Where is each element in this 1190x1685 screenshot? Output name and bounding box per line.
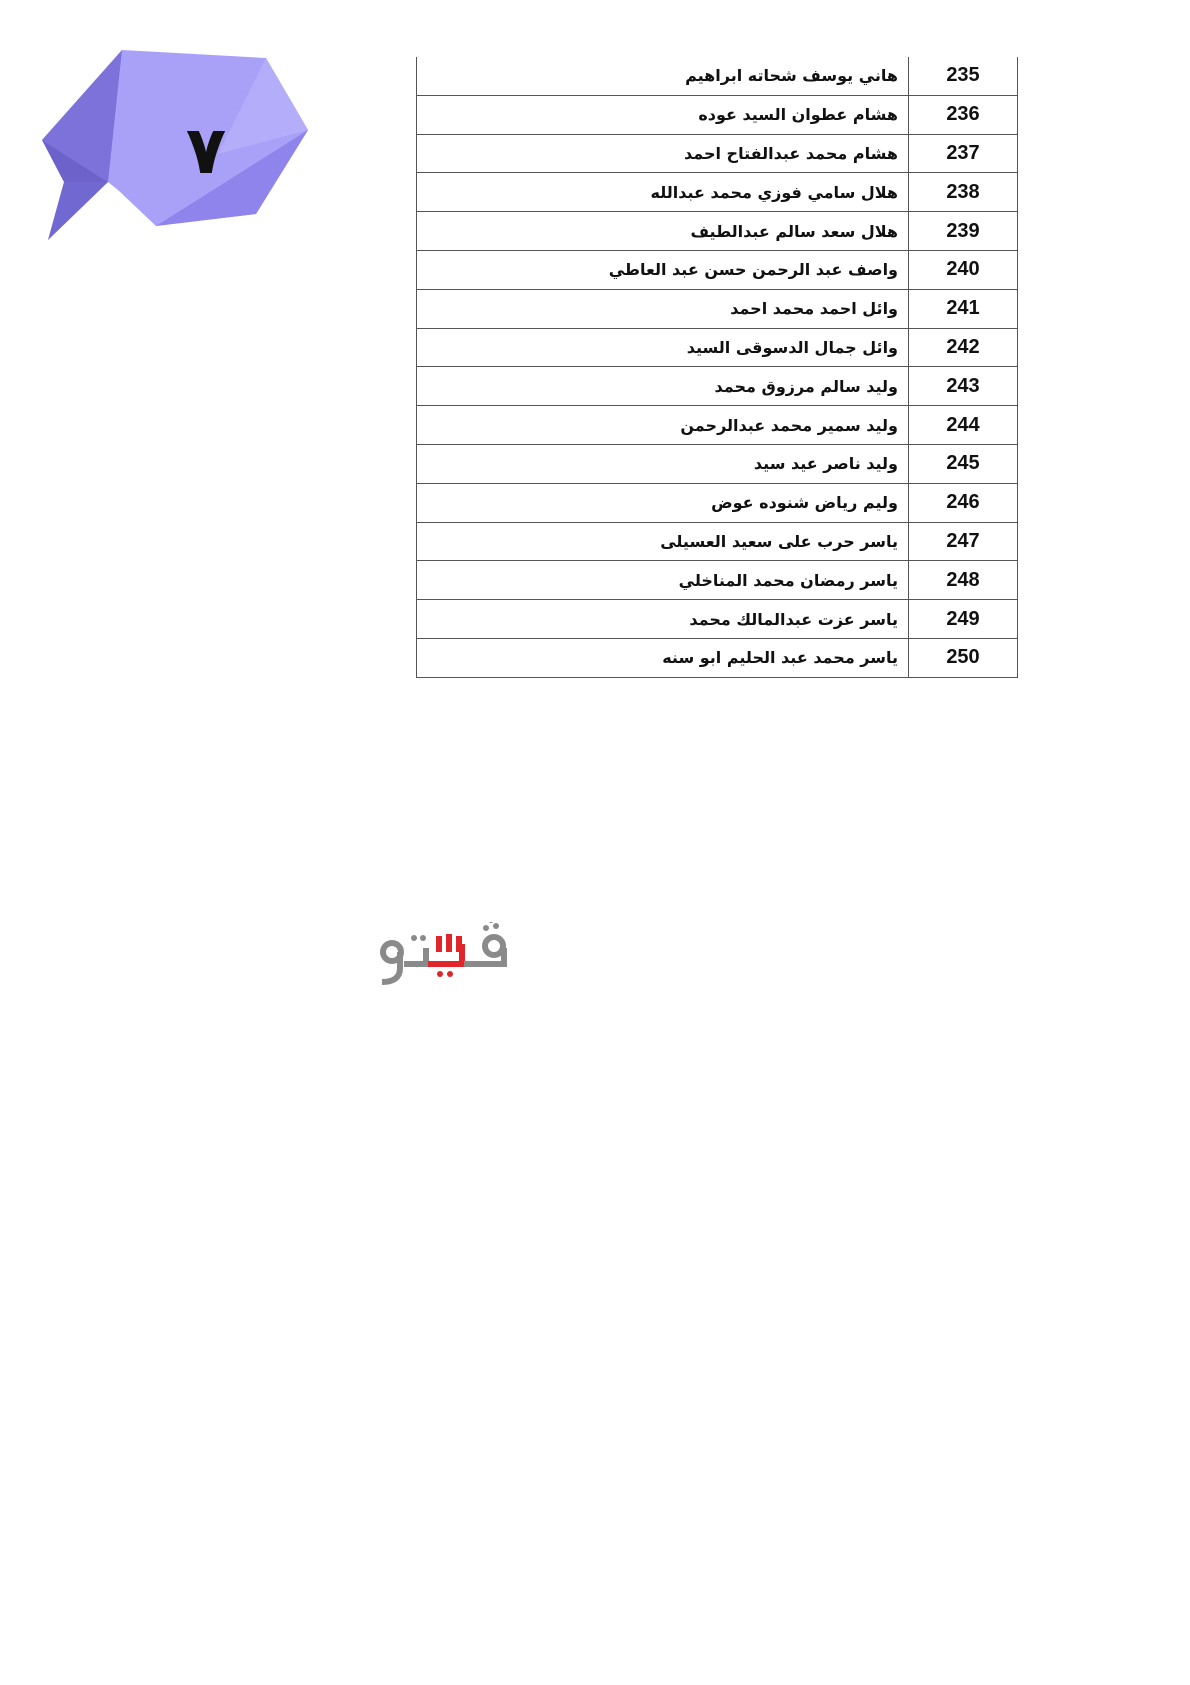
row-name: وليد سمير محمد عبدالرحمن	[417, 406, 909, 445]
row-number: 243	[909, 367, 1018, 406]
table-row	[417, 638, 1018, 677]
row-number: 246	[909, 483, 1018, 522]
row-number: 240	[909, 250, 1018, 289]
table-row	[417, 600, 1018, 639]
table-row	[417, 522, 1018, 561]
page-number: ٧	[185, 112, 227, 189]
names-table	[416, 57, 1018, 678]
row-name: هشام محمد عبدالفتاح احمد	[417, 134, 909, 173]
page-number-badge	[38, 44, 308, 244]
watermark-logo-icon	[370, 922, 516, 986]
row-name: وائل احمد محمد احمد	[417, 289, 909, 328]
row-name: ياسر محمد عبد الحليم ابو سنه	[417, 638, 909, 677]
row-name: ياسر رمضان محمد المناخلي	[417, 561, 909, 600]
row-number: 245	[909, 444, 1018, 483]
table-row	[417, 173, 1018, 212]
row-number: 250	[909, 638, 1018, 677]
vetogate-logo	[370, 922, 516, 986]
row-number: 238	[909, 173, 1018, 212]
row-number: 236	[909, 95, 1018, 134]
row-name: هاني يوسف شحاته ابراهيم	[417, 57, 909, 95]
names-table-body	[417, 57, 1018, 677]
table-row	[417, 212, 1018, 251]
row-number: 242	[909, 328, 1018, 367]
row-name: واصف عبد الرحمن حسن عبد العاطي	[417, 250, 909, 289]
row-name: هلال سعد سالم عبدالطيف	[417, 212, 909, 251]
table-row	[417, 328, 1018, 367]
table-row	[417, 444, 1018, 483]
row-name: وليم رياض شنوده عوض	[417, 483, 909, 522]
row-number: 237	[909, 134, 1018, 173]
table-row	[417, 561, 1018, 600]
row-number: 235	[909, 57, 1018, 95]
row-name: ياسر عزت عبدالمالك محمد	[417, 600, 909, 639]
table-row	[417, 57, 1018, 95]
row-name: وليد سالم مرزوق محمد	[417, 367, 909, 406]
table-row	[417, 367, 1018, 406]
row-name: هشام عطوان السيد عوده	[417, 95, 909, 134]
row-number: 248	[909, 561, 1018, 600]
table-row	[417, 289, 1018, 328]
row-name: هلال سامي فوزي محمد عبدالله	[417, 173, 909, 212]
table-row	[417, 483, 1018, 522]
row-number: 244	[909, 406, 1018, 445]
row-name: وائل جمال الدسوقى السيد	[417, 328, 909, 367]
table-row	[417, 95, 1018, 134]
table-row	[417, 406, 1018, 445]
row-name: وليد ناصر عيد سيد	[417, 444, 909, 483]
table-row	[417, 250, 1018, 289]
row-number: 247	[909, 522, 1018, 561]
row-number: 249	[909, 600, 1018, 639]
row-number: 239	[909, 212, 1018, 251]
table-row	[417, 134, 1018, 173]
row-name: ياسر حرب على سعيد العسيلى	[417, 522, 909, 561]
row-number: 241	[909, 289, 1018, 328]
